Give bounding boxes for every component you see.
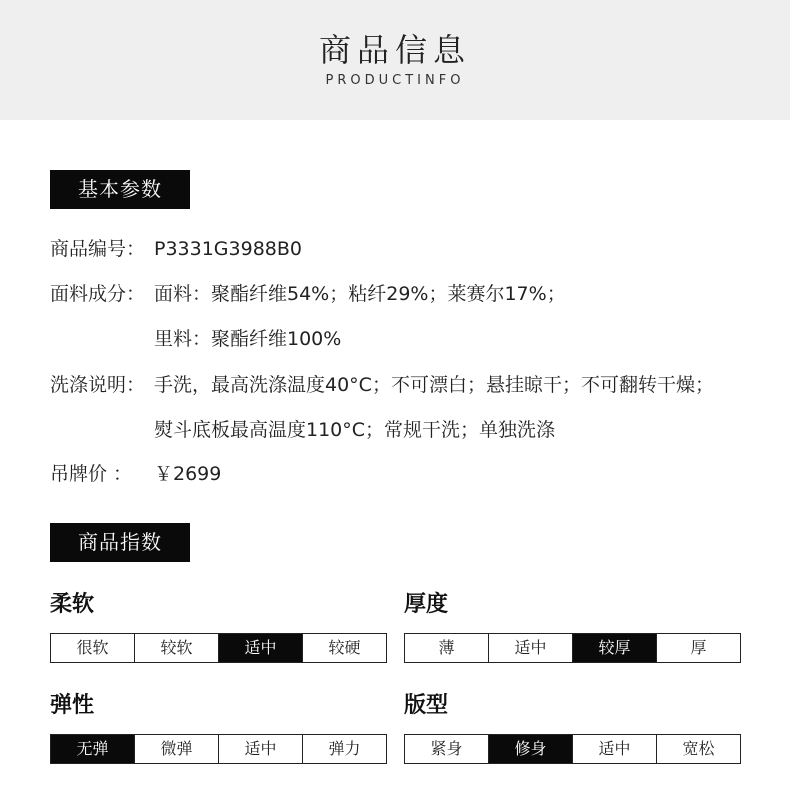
param-row-fabric	[50, 279, 566, 309]
section-tag-basic: 基本参数	[50, 170, 190, 209]
param-value: 手洗，最高洗涤温度40°C；不可漂白；悬挂晾干；不可翻转干燥；	[154, 374, 714, 396]
param-value: 面料：聚酯纤维54%；粘纤29%；莱赛尔17%；	[154, 283, 566, 305]
scale-option: 适中	[218, 634, 302, 662]
header-banner	[0, 0, 790, 120]
index-block-softness	[50, 590, 387, 657]
scale-option: 微弹	[134, 735, 218, 763]
index-block-elasticity	[50, 691, 387, 758]
param-label: 面料成分：	[50, 283, 146, 305]
scale-option: 适中	[572, 735, 656, 763]
price-value: ￥2699	[154, 463, 222, 485]
index-scale	[50, 633, 387, 663]
scale-option: 适中	[218, 735, 302, 763]
param-value-ironing: 熨斗底板最高温度110°C；常规干洗；单独洗涤	[154, 419, 556, 441]
scale-option: 适中	[488, 634, 572, 662]
scale-option: 薄	[438, 638, 455, 657]
scale-option: 修身	[488, 735, 572, 763]
page-subtitle: PRODUCTINFO	[325, 73, 465, 88]
scale-option: 较厚	[572, 634, 656, 662]
scale-option: 较硬	[302, 634, 386, 662]
param-label: 吊牌价 ：	[50, 463, 133, 485]
scale-option: 无弹	[51, 735, 134, 763]
index-title: 柔软	[50, 592, 95, 617]
scale-option: 很软	[76, 638, 109, 657]
param-label: 洗涤说明：	[50, 374, 146, 396]
scale-option: 较软	[134, 634, 218, 662]
index-block-fit	[404, 691, 741, 758]
index-title: 版型	[404, 693, 449, 718]
scale-option: 宽松	[656, 735, 740, 763]
index-title: 厚度	[404, 592, 449, 617]
index-scale	[404, 734, 741, 764]
scale-option: 紧身	[430, 739, 463, 758]
index-scale	[404, 633, 741, 663]
index-block-thickness	[404, 590, 741, 657]
param-row-washing	[50, 370, 714, 400]
page-title: 商品信息	[318, 31, 471, 69]
index-title: 弹性	[50, 693, 95, 718]
param-label: 商品编号：	[50, 238, 146, 260]
param-row-product-code	[50, 234, 302, 264]
param-value: P3331G3988B0	[154, 238, 303, 260]
param-value-lining: 里料：聚酯纤维100%	[154, 328, 342, 350]
scale-option: 厚	[656, 634, 740, 662]
param-row-price	[50, 459, 221, 489]
scale-option: 弹力	[302, 735, 386, 763]
section-tag-index: 商品指数	[50, 523, 190, 562]
index-scale	[50, 734, 387, 764]
